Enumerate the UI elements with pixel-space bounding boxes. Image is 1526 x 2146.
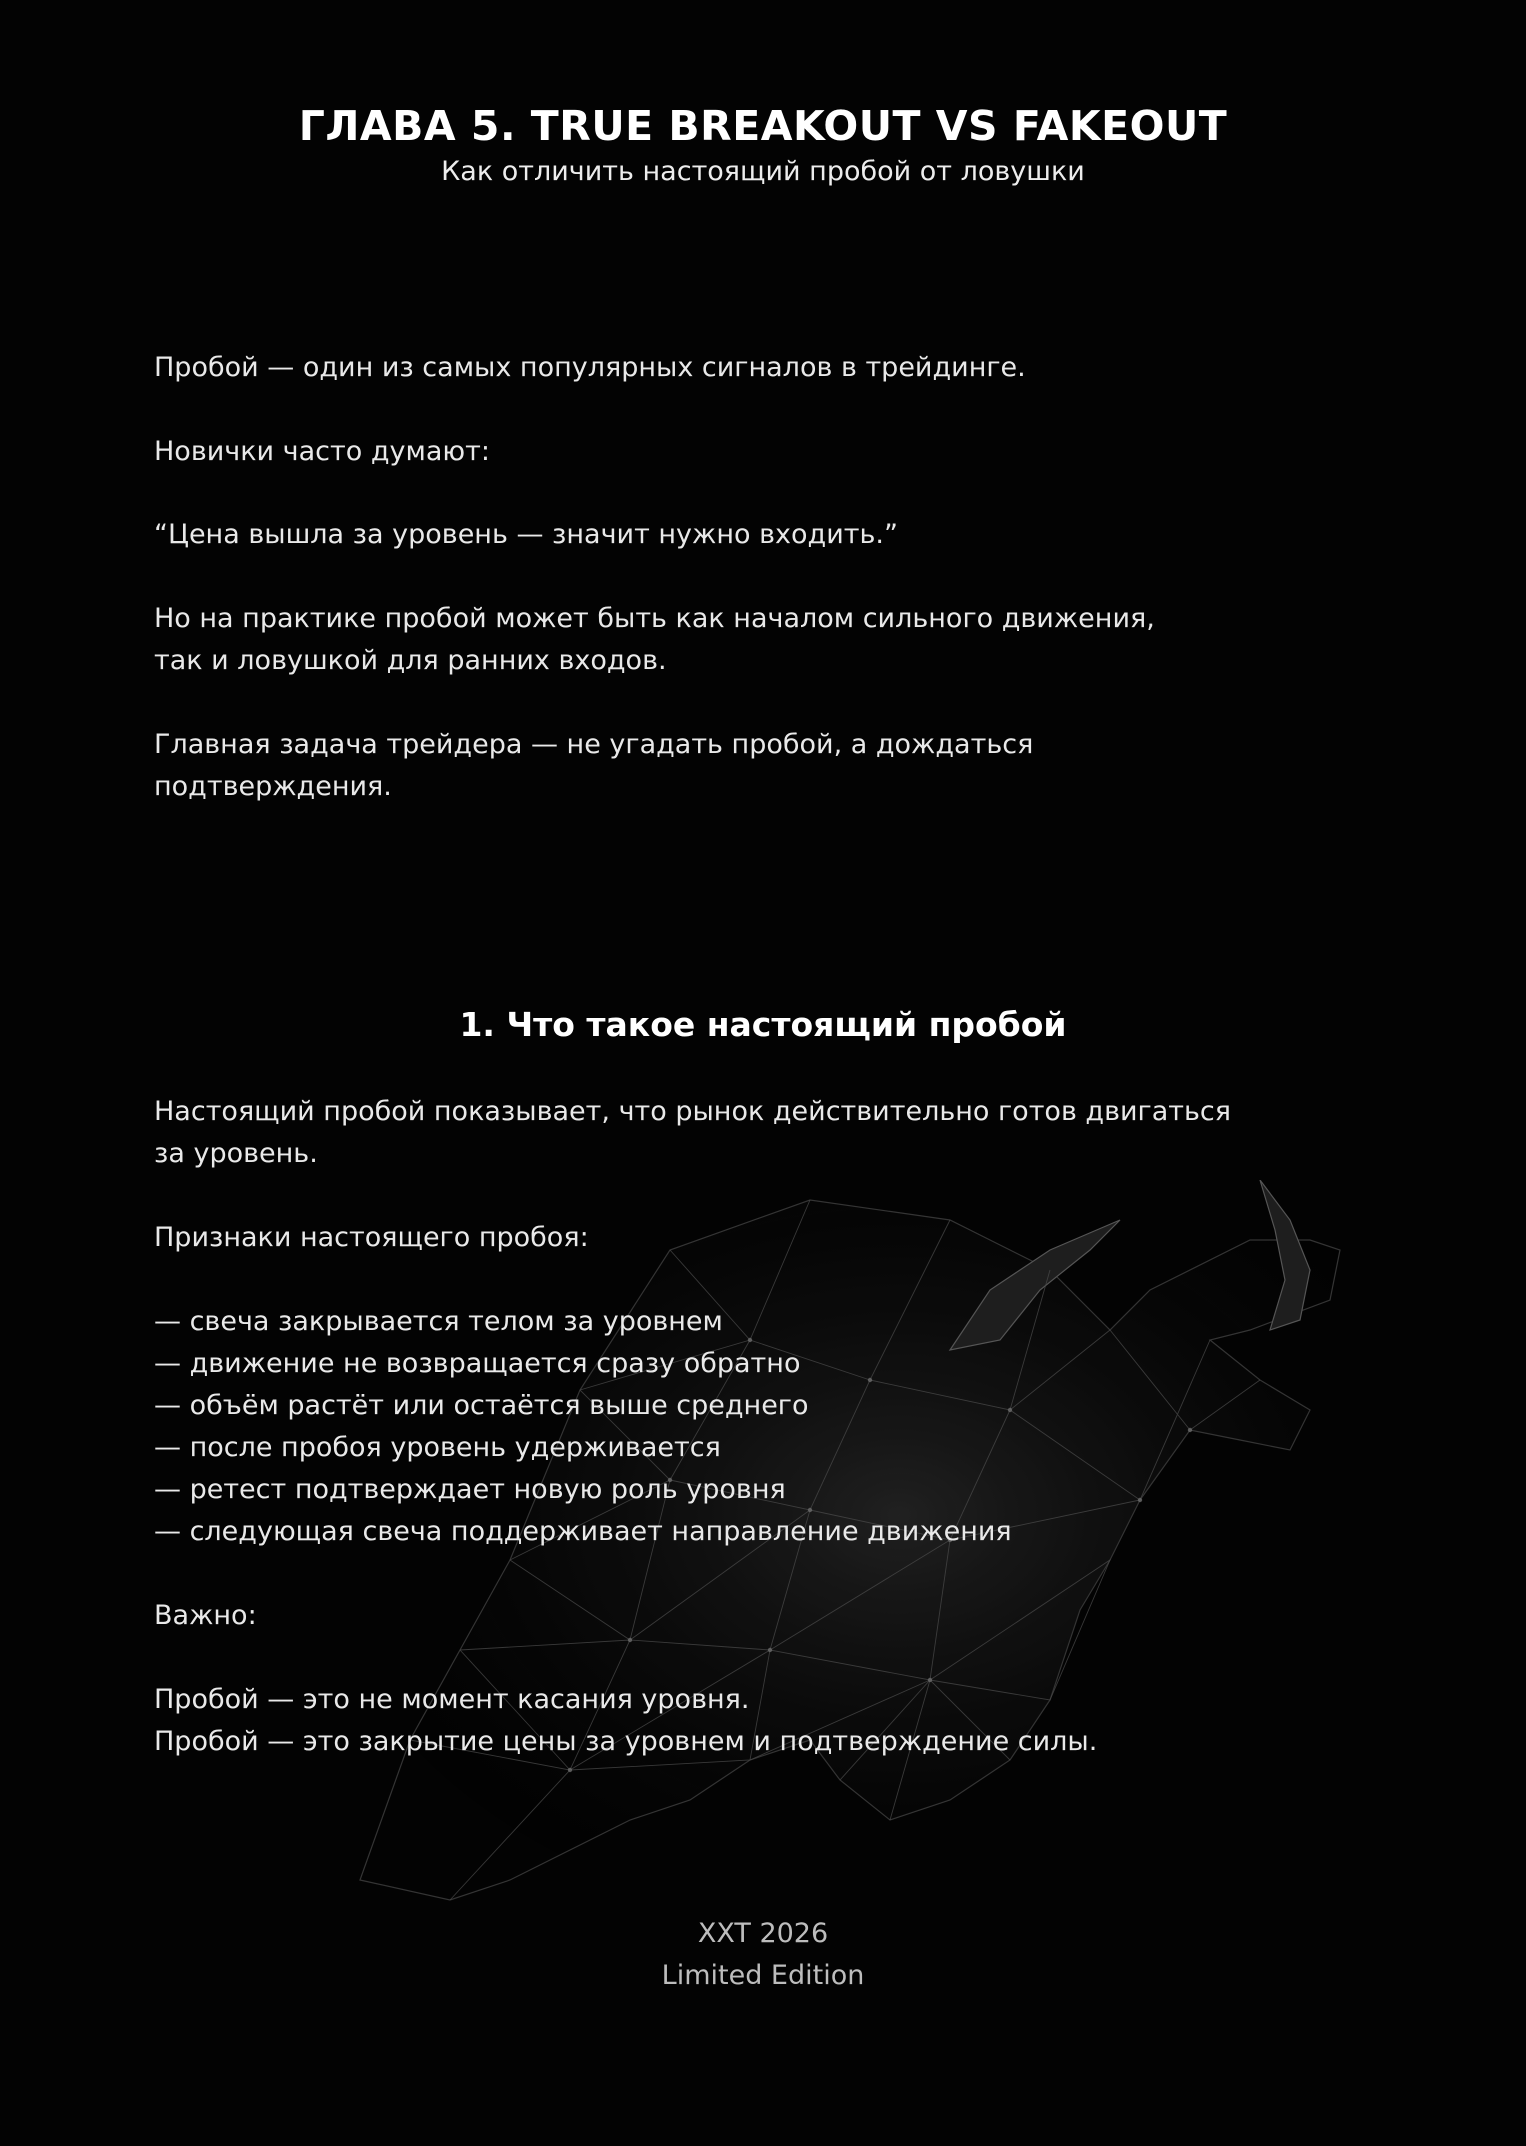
intro-paragraph-5: Главная задача трейдера — не угадать пробой, а дождаться подтверждения. (154, 729, 1034, 802)
chapter-title: ГЛАВА 5. TRUE BREAKOUT VS FAKEOUT (298, 102, 1228, 150)
footer-edition: Limited Edition (661, 1960, 865, 1991)
signs-label: Признаки настоящего пробоя: (154, 1222, 589, 1253)
list-item: — свеча закрывается телом за уровнем (154, 1306, 723, 1337)
intro-paragraph-1: Пробой — один из самых популярных сигналов в трейдинге. (154, 352, 1026, 383)
list-item: — движение не возвращается сразу обратно (154, 1348, 801, 1379)
intro-quote: “Цена вышла за уровень — значит нужно входить.” (154, 519, 898, 550)
list-item: — после пробоя уровень удерживается (154, 1432, 721, 1463)
list-item: — объём растёт или остаётся выше среднего (154, 1390, 809, 1421)
intro-paragraph-4: Но на практике пробой может быть как началом сильного движения, так и ловушкой для ранних входов. (154, 603, 1155, 676)
section-paragraph-1: Настоящий пробой показывает, что рынок действительно готов двигаться за уровень. (154, 1096, 1232, 1169)
intro-paragraph-2: Новички часто думают: (154, 436, 490, 467)
signs-list (154, 1301, 1012, 1553)
list-item: — следующая свеча поддерживает направление движения (154, 1516, 1012, 1547)
chapter-subtitle: Как отличить настоящий пробой от ловушки (441, 156, 1085, 187)
section-heading: 1. Что такое настоящий пробой (459, 1005, 1067, 1044)
list-item: — ретест подтверждает новую роль уровня (154, 1474, 786, 1505)
important-label: Важно: (154, 1600, 257, 1631)
footer-brand: XXT 2026 (697, 1918, 829, 1949)
important-text: Пробой — это не момент касания уровня. Пробой — это закрытие цены за уровнем и подтверждение силы. (154, 1684, 1098, 1757)
bull-wireframe-image (250, 1180, 1380, 1940)
